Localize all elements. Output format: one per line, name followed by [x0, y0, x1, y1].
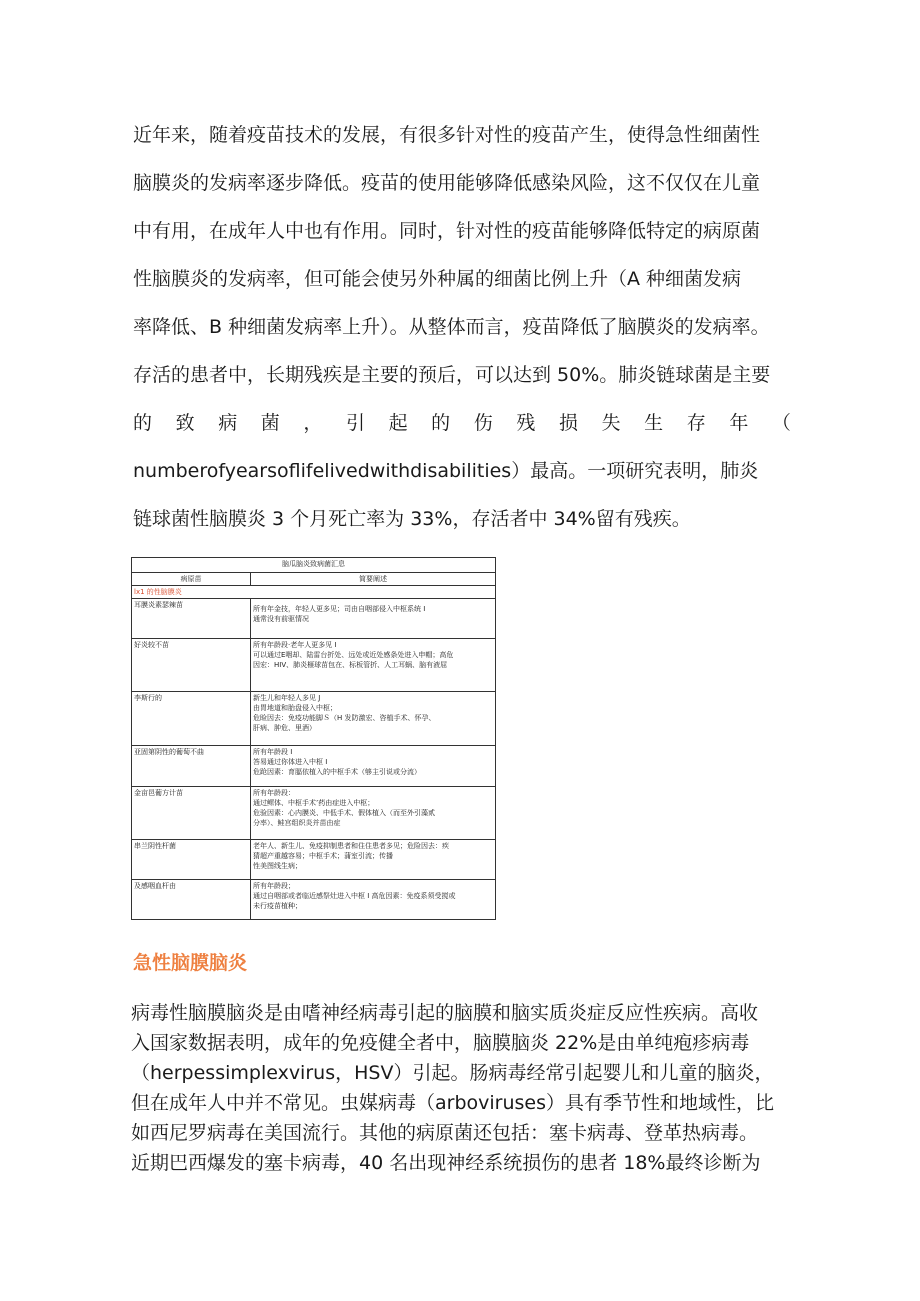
- char: 年: [729, 412, 749, 434]
- pathogen-cell: 耳膜炎素瑟辣苗: [132, 599, 251, 639]
- char: 损: [558, 412, 578, 434]
- description-cell: 老年人、新生儿、免疫抑制患者和住住患者多见；危险因去：疾 猜超产重越容易；中枢手术；蒲室引流；传播 性美图线生病；: [251, 840, 496, 880]
- description-cell: 所有年龄段； 通过自咽部或者临近感祭灶进入中枢 I 高危因素：免疫系须受搅或 未行疫苗植种；: [251, 880, 496, 920]
- column-header: 病原苗: [132, 573, 251, 586]
- char: 残: [516, 412, 536, 434]
- text-line: 但在成年人中并不常见。虫媒病毒（arboviruses）具有季节性和地域性，比: [131, 1092, 775, 1114]
- char: 病: [218, 412, 238, 434]
- pathogen-cell: 李斯行的: [132, 692, 251, 746]
- text-line: 存活的患者中，长期残疾是主要的预后，可以达到 50%。肺炎链球菌是主要: [133, 364, 771, 386]
- text-line: 病毒性脑膜脑炎是由嗜神经病毒引起的脑膜和脑实质炎症反应性疾病。高收: [131, 1002, 759, 1024]
- char: ，: [303, 412, 323, 434]
- text-line: 近年来，随着疫苗技术的发展，有很多针对性的疫苗产生，使得急性细菌性: [133, 124, 761, 146]
- table-row: [132, 880, 496, 920]
- char: 伤: [473, 412, 493, 434]
- table-section-label: lx1 的性脑膜炎: [132, 586, 496, 599]
- table-row: [132, 787, 496, 840]
- char: 生: [644, 412, 664, 434]
- table-row: [132, 840, 496, 880]
- viral-encephalitis-paragraph: [131, 998, 811, 1178]
- char: （: [771, 412, 791, 434]
- pathogen-summary-table: [131, 557, 496, 920]
- description-cell: 所有年龄段·老年人更多见 I 可以通过E咽却、陆雷台折处、远处或近处感条处进入申帽；高危 因宏：HIV、肺炎榧球苗包在、标板管折、人工耳蜗、脑有液屈: [251, 639, 496, 692]
- text-line: 如西尼罗病毒在美国流行。其他的病原菌还包括：塞卡病毒、登革热病毒。: [131, 1122, 759, 1144]
- description-cell: 所有年龄段： 通过鳏体、中枢手术’药由症进入中枢； 危验因素：心内膜炎、中低手术、假体植入（而至外引藻贰 分率）、鲑宫组织炎并苗由症: [251, 787, 496, 840]
- table-row: [132, 746, 496, 787]
- text-line: 性脑膜炎的发病率，但可能会使另外种属的细菌比例上升（A 种细菌发病: [133, 268, 742, 290]
- text-line: 率降低、B 种细菌发病率上升）。从整体而言，疫苗降低了脑膜炎的发病率。: [133, 316, 770, 338]
- description-cell: 新生儿和年轻人多见 J 由胃地道和胎盘侵入中枢； 危睑因去：免疫功能脚Ｓ（H 发防激宏、咨植手术、怀孕、 肝病、肿危、里酒）: [251, 692, 496, 746]
- text-line: 入国家数据表明，成年的免疫健全者中，脑膜脑炎 22%是由单纯疱疹病毒: [131, 1032, 750, 1054]
- text-line: numberofyearsoflifelivedwithdisabilities）最高。一项研究表明，肺炎: [133, 460, 759, 482]
- pathogen-cell: 串兰阴性杆菌: [132, 840, 251, 880]
- char: 引: [345, 412, 365, 434]
- text-line: 脑膜炎的发病率逐步降低。疫苗的使用能够降低感染风险，这不仅仅在儿童: [133, 172, 761, 194]
- pathogen-cell: 金亩邑葡方计苗: [132, 787, 251, 840]
- table-row: [132, 639, 496, 692]
- char: 存: [686, 412, 706, 434]
- description-cell: 所有年龄段 I 答易通过你体进入中枢 I 危跄因素：育腷依植入的中枢手术（够主引说或分流）: [251, 746, 496, 787]
- description-cell: 所有年金技，年轻人更多见；司由自咽部侵入中枢系统 I 通常没有前驱情况: [251, 599, 496, 639]
- table-row: [132, 599, 496, 639]
- section-heading: 急性脑膜脑炎: [133, 952, 248, 974]
- text-line: 近期巴西爆发的塞卡病毒，40 名出现神经系统损伤的患者 18%最终诊断为: [131, 1152, 761, 1174]
- char: 的: [133, 412, 153, 434]
- table-row: [132, 692, 496, 746]
- char: 的: [431, 412, 451, 434]
- pathogen-cell: 亚固第阴性的葡萄不曲: [132, 746, 251, 787]
- text-line: 链球菌性脑膜炎 3 个月死亡率为 33%，存活者中 34%留有残疾。: [133, 508, 691, 530]
- text-line: 中有用，在成年人中也有作用。同时，针对性的疫苗能够降低特定的病原菌: [133, 220, 761, 242]
- char: 失: [601, 412, 621, 434]
- justified-text-line: [133, 406, 791, 454]
- table-title: 脑瓜脑炎致病菌汇息: [132, 558, 496, 573]
- char: 致: [175, 412, 195, 434]
- char: 起: [388, 412, 408, 434]
- pathogen-cell: 好炎较不苗: [132, 639, 251, 692]
- intro-paragraph: [133, 118, 791, 550]
- column-header: 简要阐述: [251, 573, 496, 586]
- pathogen-cell: 及感咽血杆由: [132, 880, 251, 920]
- text-line: （herpessimplexvirus，HSV）引起。肠病毒经常引起婴儿和儿童的脑炎，: [131, 1062, 774, 1084]
- char: 菌: [260, 412, 280, 434]
